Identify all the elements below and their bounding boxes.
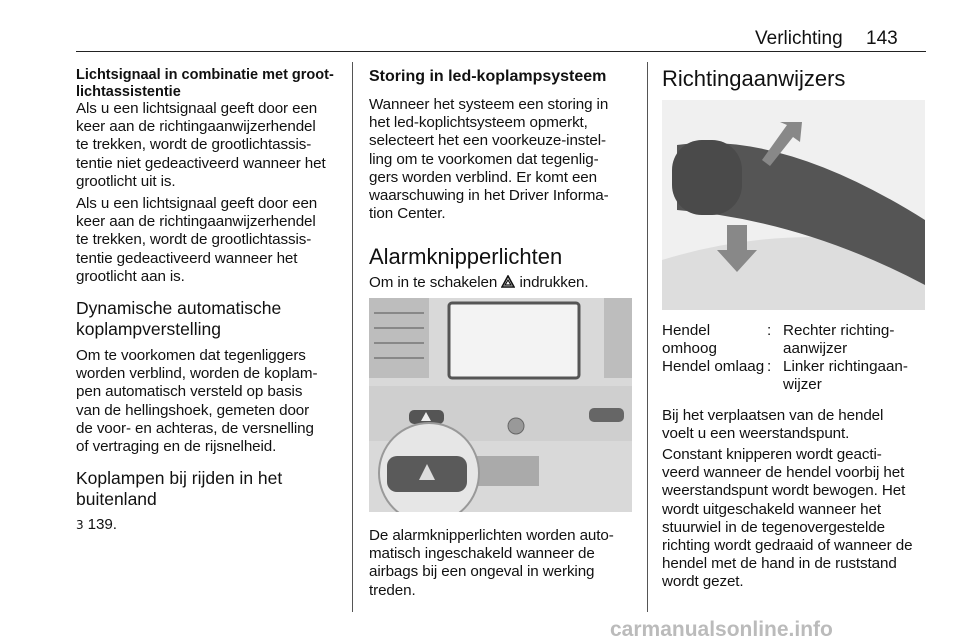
page-reference[interactable] bbox=[76, 516, 117, 534]
heading-koplampen-buitenland: Koplampen bij rijden in het buitenland bbox=[76, 468, 283, 509]
paragraph: Bij het verplaatsen van de hendel voelt u een weerstandspunt. bbox=[662, 407, 884, 443]
paragraph: Wanneer het systeem een storing in het led-koplichtsysteem opmerkt, selecteert het een voorkeuze-instel- ling om te voorkomen dat tegenlig- gers worden verblind. Er komt een waarschuwing in het Driver Informa- tion Center. bbox=[369, 96, 609, 223]
turn-signal-lever-image bbox=[662, 100, 925, 310]
table-separator: : bbox=[767, 358, 772, 375]
subheading-lichtsignaal: Lichtsignaal in combinatie met groot- lichtassistentie bbox=[76, 67, 334, 100]
heading-alarmknipperlichten: Alarmknipperlichten bbox=[369, 244, 563, 269]
watermark: carmanualsonline.info bbox=[610, 618, 833, 641]
instruction bbox=[369, 274, 589, 292]
table-value: Linker richtingaan- wijzer bbox=[783, 358, 908, 393]
hazard-warning-icon bbox=[501, 275, 515, 288]
reference-arrow-icon: 3 bbox=[76, 518, 84, 532]
column-divider bbox=[647, 62, 648, 612]
reference-page: 139. bbox=[83, 516, 117, 533]
heading-dynamische-koplampverstelling: Dynamische automatische koplampverstelling bbox=[76, 298, 282, 339]
paragraph: Als u een lichtsignaal geeft door een keer aan de richtingaanwijzerhendel te trekken, wordt de grootlichtassis- tentie niet gedeactiveerd wanneer het grootlicht uit is. bbox=[76, 100, 326, 190]
instruction-text: Om in te schakelen bbox=[369, 274, 502, 291]
instruction-text: indrukken. bbox=[515, 274, 589, 291]
paragraph: Om te voorkomen dat tegenliggers worden verblind, worden de koplam- pen automatisch versteld op basis van de hellingshoek, gemeten door de voor- en achteras, de versnelling of vertraging en de rijsnelheid. bbox=[76, 347, 318, 456]
header-rule bbox=[76, 51, 926, 52]
table-row bbox=[662, 358, 913, 394]
table-key: Hendel omlaag bbox=[662, 358, 765, 375]
heading-richtingaanwijzers: Richtingaanwijzers bbox=[662, 66, 846, 91]
caption: De alarmknipperlichten worden auto- matisch ingeschakeld wanneer de airbags bij een ongeval in werking treden. bbox=[369, 527, 614, 599]
paragraph: Als u een lichtsignaal geeft door een keer aan de richtingaanwijzerhendel te trekken, wordt de grootlichtassis- tentie gedeactiveerd wanneer het grootlicht aan is. bbox=[76, 195, 318, 285]
table-separator: : bbox=[767, 322, 772, 339]
dashboard-hazard-button-image bbox=[369, 298, 632, 512]
section-title: Verlichting bbox=[755, 28, 843, 49]
subheading-storing: Storing in led-koplampsysteem bbox=[369, 68, 607, 85]
table-key: Hendel omhoog bbox=[662, 322, 717, 357]
table-row bbox=[662, 322, 913, 358]
paragraph: Constant knipperen wordt geacti- veerd wanneer de hendel voorbij het weerstandspunt wordt bewogen. Het wordt uitgeschakeld wanneer het stuurwiel in de tegenovergestelde richting wordt gedraaid of wanneer de hendel met de hand in de ruststand wordt gezet. bbox=[662, 446, 913, 591]
table-value: Rechter richting- aanwijzer bbox=[783, 322, 895, 357]
lever-function-table bbox=[662, 322, 913, 394]
page-number: 143 bbox=[866, 28, 898, 49]
column-divider bbox=[352, 62, 353, 612]
